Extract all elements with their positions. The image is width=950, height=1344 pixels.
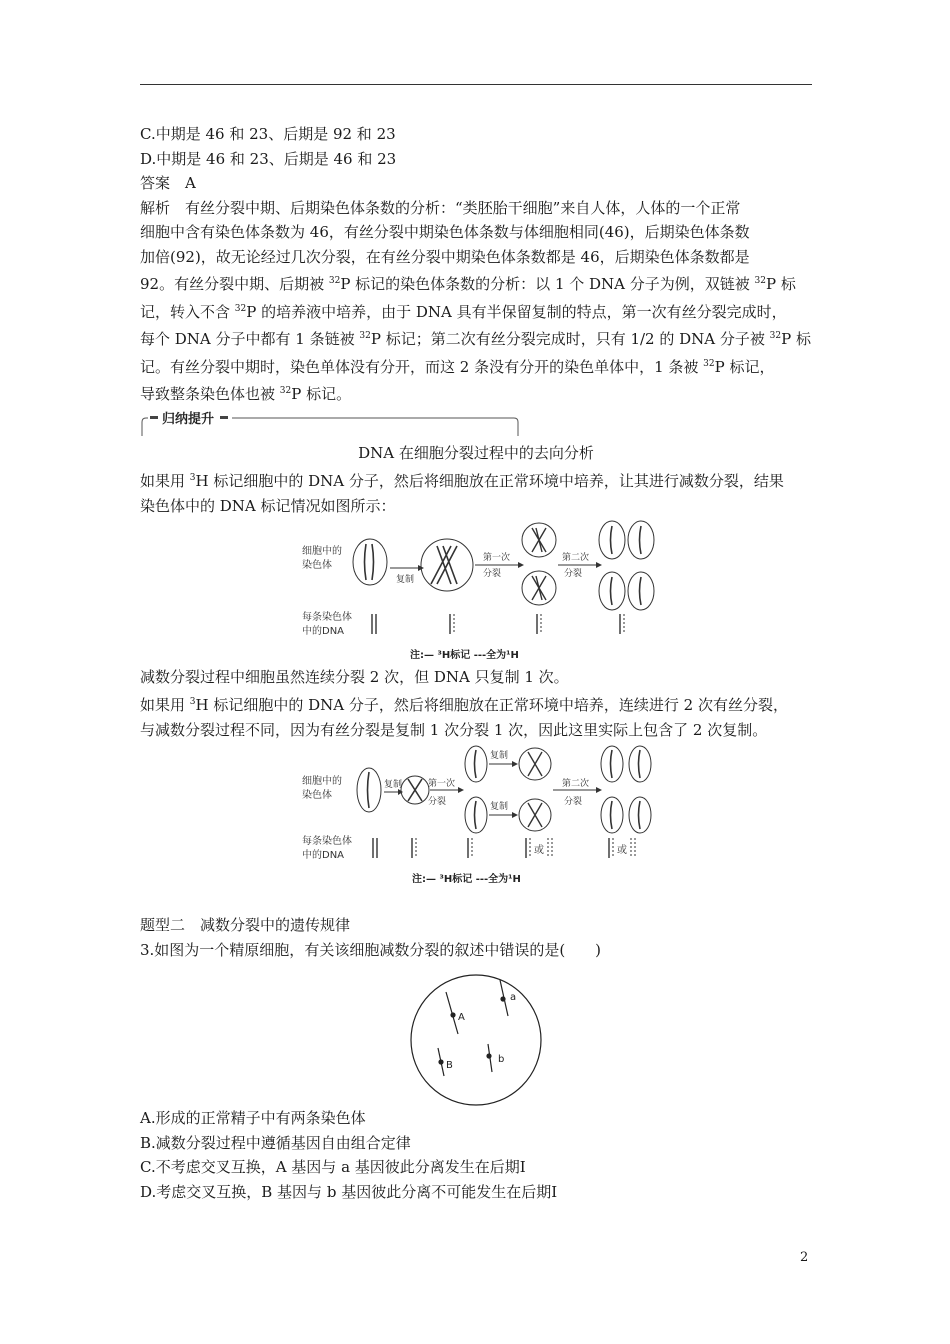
option-c: C.中期是 46 和 23、后期是 92 和 23 — [140, 125, 396, 143]
options3-block — [140, 1106, 812, 1204]
analysis-line: 加倍(92)，故无论经过几次分裂，在有丝分裂中期染色体条数都是 46，后期染色体条数都是 — [140, 247, 750, 266]
question3: 3.如图为一个精原细胞，有关该细胞减数分裂的叙述中错误的是( ) — [140, 940, 602, 959]
svg-text:第二次: 第二次 — [562, 779, 590, 789]
svg-text:细胞中的: 细胞中的 — [302, 546, 342, 557]
svg-text:a: a — [510, 992, 517, 1003]
section-title: DNA 在细胞分裂过程中的去向分析 — [358, 444, 594, 462]
options-top — [140, 122, 812, 407]
option3-c: C.不考虑交叉互换，A 基因与 a 基因彼此分离发生在后期Ⅰ — [140, 1158, 526, 1176]
svg-text:细胞中的: 细胞中的 — [302, 776, 342, 787]
svg-text:注:— ³H标记 ---全为¹H: 注:— ³H标记 ---全为¹H — [412, 874, 521, 885]
header-rule — [140, 84, 812, 85]
option3-d: D.考虑交叉互换，B 基因与 b 基因彼此分离不可能发生在后期Ⅰ — [140, 1182, 558, 1201]
option3-a: A.形成的正常精子中有两条染色体 — [140, 1109, 366, 1127]
svg-text:或: 或 — [534, 845, 544, 856]
option3-b: B.减数分裂过程中遵循基因自由组合定律 — [140, 1133, 411, 1152]
answer: 答案 A — [140, 174, 196, 192]
topic2-block — [140, 913, 812, 962]
svg-text:复制: 复制 — [396, 575, 415, 585]
svg-text:注:— ³H标记 ---全为¹H: 注:— ³H标记 ---全为¹H — [410, 650, 519, 661]
option-d: D.中期是 46 和 23、后期是 46 和 23 — [140, 149, 397, 168]
analysis-line: 细胞中含有染色体条数为 46，有丝分裂中期染色体条数与体细胞相同(46)，后期染色体条数 — [140, 223, 750, 241]
svg-text:分裂: 分裂 — [428, 797, 447, 807]
svg-text:染色体: 染色体 — [302, 560, 332, 571]
svg-text:第一次: 第一次 — [483, 553, 511, 563]
svg-text:每条染色体: 每条染色体 — [302, 836, 352, 847]
svg-text:第二次: 第二次 — [562, 553, 590, 563]
sperm-cell-diagram — [408, 972, 544, 1108]
svg-text:复制: 复制 — [384, 780, 403, 790]
analysis-line: 记，转入不含 $^{32}$P 的培养液中培养，由于 DNA 具有半保留复制的特点，第一次有丝分裂完成时， — [140, 302, 787, 321]
meiosis-diagram — [300, 518, 660, 666]
meiosis-conclusion: 减数分裂过程中细胞虽然连续分裂 2 次，但 DNA 只复制 1 次。 — [140, 668, 569, 686]
svg-text:复制: 复制 — [490, 751, 509, 761]
svg-text:染色体: 染色体 — [302, 790, 332, 801]
analysis-line: 解析 有丝分裂中期、后期染色体条数的分析：“类胚胎干细胞”来自人体，人体的一个正常 — [140, 198, 741, 217]
meiosis-intro: 如果用 $^3$H 标记细胞中的 DNA 分子，然后将细胞放在正常环境中培养，让其进行减数分裂，结果 染色体中的 DNA 标记情况如图所示： — [140, 472, 784, 515]
svg-text:分裂: 分裂 — [564, 569, 583, 579]
svg-text:中的DNA: 中的DNA — [302, 850, 345, 861]
mitosis-intro: 如果用 $^3$H 标记细胞中的 DNA 分子，然后将细胞放在正常环境中培养，连续进行 2 次有丝分裂， 与减数分裂过程不同，因为有丝分裂是复制 1 次分裂 1 次，因此这里实际上包含了 2 次复制。 — [140, 696, 788, 739]
svg-text:中的DNA: 中的DNA — [302, 626, 345, 637]
svg-text:复制: 复制 — [490, 802, 509, 812]
mitosis-diagram — [300, 742, 670, 888]
analysis-line: 92。有丝分裂中期、后期被 $^{32}$P 标记的染色体条数的分析：以 1 个 DNA 分子为例，双链被 $^{32}$P 标 — [140, 275, 796, 293]
summary-label: 归纳提升 — [162, 412, 215, 427]
svg-text:b: b — [498, 1054, 505, 1065]
analysis-line: 导致整条染色体也被 $^{32}$P 标记。 — [140, 385, 352, 403]
topic2-title: 题型二 减数分裂中的遗传规律 — [140, 916, 351, 934]
summary-box-frame — [140, 408, 812, 438]
svg-text:分裂: 分裂 — [483, 569, 502, 579]
svg-text:A: A — [458, 1012, 465, 1023]
svg-text:第一次: 第一次 — [428, 779, 456, 789]
svg-text:B: B — [446, 1060, 453, 1071]
page-number: 2 — [800, 1250, 809, 1265]
analysis-line: 每个 DNA 分子中都有 1 条链被 $^{32}$P 标记；第二次有丝分裂完成时，只有 1/2 的 DNA 分子被 $^{32}$P 标 — [140, 330, 811, 348]
analysis-line: 记。有丝分裂中期时，染色单体没有分开，而这 2 条没有分开的染色单体中，1 条被 $^{32}$P 标记， — [140, 357, 775, 376]
svg-text:或: 或 — [617, 845, 627, 856]
svg-text:每条染色体: 每条染色体 — [302, 612, 352, 623]
svg-text:分裂: 分裂 — [564, 797, 583, 807]
